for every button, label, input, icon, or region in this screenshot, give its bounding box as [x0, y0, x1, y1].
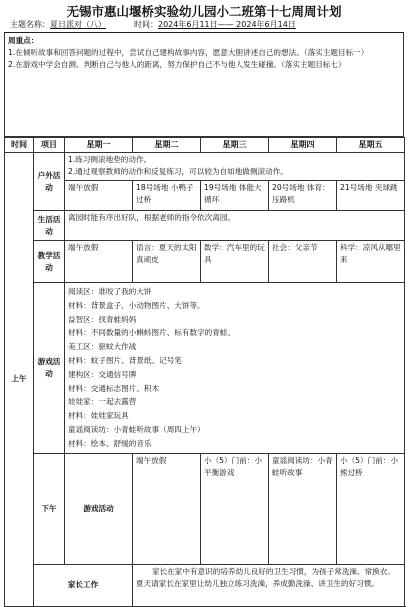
teaching-monday: 端午放假 — [65, 241, 133, 283]
header-tuesday: 星期二 — [133, 138, 201, 153]
outdoor-tuesday: 18号场地 小鸭子过桥 — [133, 181, 201, 211]
outdoor-friday: 21号场地 夹球跳 — [337, 181, 405, 211]
afternoon-monday: 端午放假 — [133, 453, 201, 564]
play-line: 益智区：找青蛙妈妈 — [68, 314, 137, 324]
weekly-focus-item: 2.在游戏中学会自测、判断自己与他人的距离，努力保护自己不与他人发生碰撞。（落实主题目标七） — [8, 60, 346, 69]
weekly-focus-item: 1.在倾听故事和回答问题的过程中，尝试自己建构故事内容，愿意大胆讲述自己的想法。（落实主题目标一） — [8, 48, 369, 57]
header-wednesday: 星期三 — [201, 138, 269, 153]
teaching-row — [5, 241, 405, 283]
page-title: 无锡市惠山堰桥实验幼儿园小二班第十七周周计划 — [66, 4, 342, 19]
weekly-focus-heading: 周重点： — [8, 36, 39, 45]
afternoon-row — [5, 453, 405, 564]
family-work-text: 家长在家中有意识的培养幼儿良好的卫生习惯，为孩子常洗澡、常换衣。夏天请家长在家里让幼儿独立练习洗澡，养成勤洗澡、讲卫生的好习惯。 — [133, 564, 405, 606]
header-thursday: 星期四 — [269, 138, 337, 153]
afternoon-tuesday: 小（5）门前：小平衡游戏 — [201, 453, 269, 564]
theme-value: 夏日派对（八） — [50, 20, 106, 29]
play-area-list — [65, 283, 405, 454]
outdoor-note: 2.通过观察教师的动作和反复练习，可以较为自如地做侧滚动作。 — [68, 167, 288, 176]
afternoon-play-label: 游戏活动 — [65, 453, 133, 564]
outdoor-activity-label: 户外活动 — [34, 153, 65, 211]
life-activity-label: 生活活动 — [34, 211, 65, 241]
table-header-row — [5, 138, 405, 153]
outdoor-days-row — [5, 181, 405, 211]
play-line: 材料：背景盒子、小动物图片、大饼等。 — [68, 300, 205, 310]
play-row — [5, 283, 405, 454]
afternoon-thursday: 小（5）门前：小熊过桥 — [337, 453, 405, 564]
outdoor-wednesday: 19号场地 体能大循环 — [201, 181, 269, 211]
header-friday: 星期五 — [337, 138, 405, 153]
weekly-focus-box — [4, 33, 404, 137]
life-row — [5, 211, 405, 241]
play-line: 材料：蚊子图片、背景纸、记号笔 — [68, 355, 182, 365]
teaching-friday: 科学：凉风从哪里来 — [337, 241, 405, 283]
outdoor-thursday: 20号场地 体育：压路机 — [269, 181, 337, 211]
theme-label: 主题名称： — [10, 20, 50, 29]
teaching-activity-label: 教学活动 — [34, 241, 65, 283]
header-item: 项目 — [34, 138, 65, 153]
afternoon-label: 下午 — [34, 453, 65, 564]
play-line: 建构区：交通信号牌 — [68, 369, 137, 379]
outdoor-monday: 端午放假 — [65, 181, 133, 211]
play-line: 童谣阅读坊：小青蛙听故事（周四上午） — [68, 424, 205, 434]
family-work-label: 家长工作 — [34, 564, 133, 606]
teaching-thursday: 社会：父亲节 — [269, 241, 337, 283]
play-activity-label: 游戏活动 — [34, 283, 65, 454]
teaching-tuesday: 语言：夏天的太阳真顽皮 — [133, 241, 201, 283]
morning-label: 上午 — [5, 153, 34, 607]
outdoor-note: 1.练习侧滚地垫的动作。 — [68, 155, 152, 164]
play-line: 阅读区：谁咬了我的大饼 — [68, 287, 152, 296]
plan-subtitle — [4, 19, 404, 33]
afternoon-wednesday: 童谣阅读坊：小青蛙听故事 — [269, 453, 337, 564]
weekly-schedule-table — [4, 137, 405, 607]
play-line: 娃娃家：一起去露营 — [68, 397, 137, 407]
outdoor-notes-row — [5, 153, 405, 181]
header-monday: 星期一 — [65, 138, 133, 153]
play-line: 美工区：驱蚊大作战 — [68, 342, 137, 352]
play-line: 材料：绘本、舒缓的音乐 — [68, 438, 152, 448]
time-label: 时间： — [134, 20, 158, 29]
teaching-wednesday: 数学：汽车里的玩具 — [201, 241, 269, 283]
life-activity-text: 离园时能有序出好队，根据老师的指令依次离园。 — [65, 211, 405, 241]
time-value: 2024年6月11日—— 2024年6月14日 — [158, 20, 296, 29]
play-line: 材料：不同数量的小蝌蚪图片、标有数字的青蛙、 — [68, 328, 236, 338]
play-line: 材料：娃娃家玩具 — [68, 411, 129, 421]
play-line: 材料：交通标志图片、积木 — [68, 383, 160, 393]
outdoor-notes — [65, 153, 405, 181]
header-time: 时间 — [5, 138, 34, 153]
